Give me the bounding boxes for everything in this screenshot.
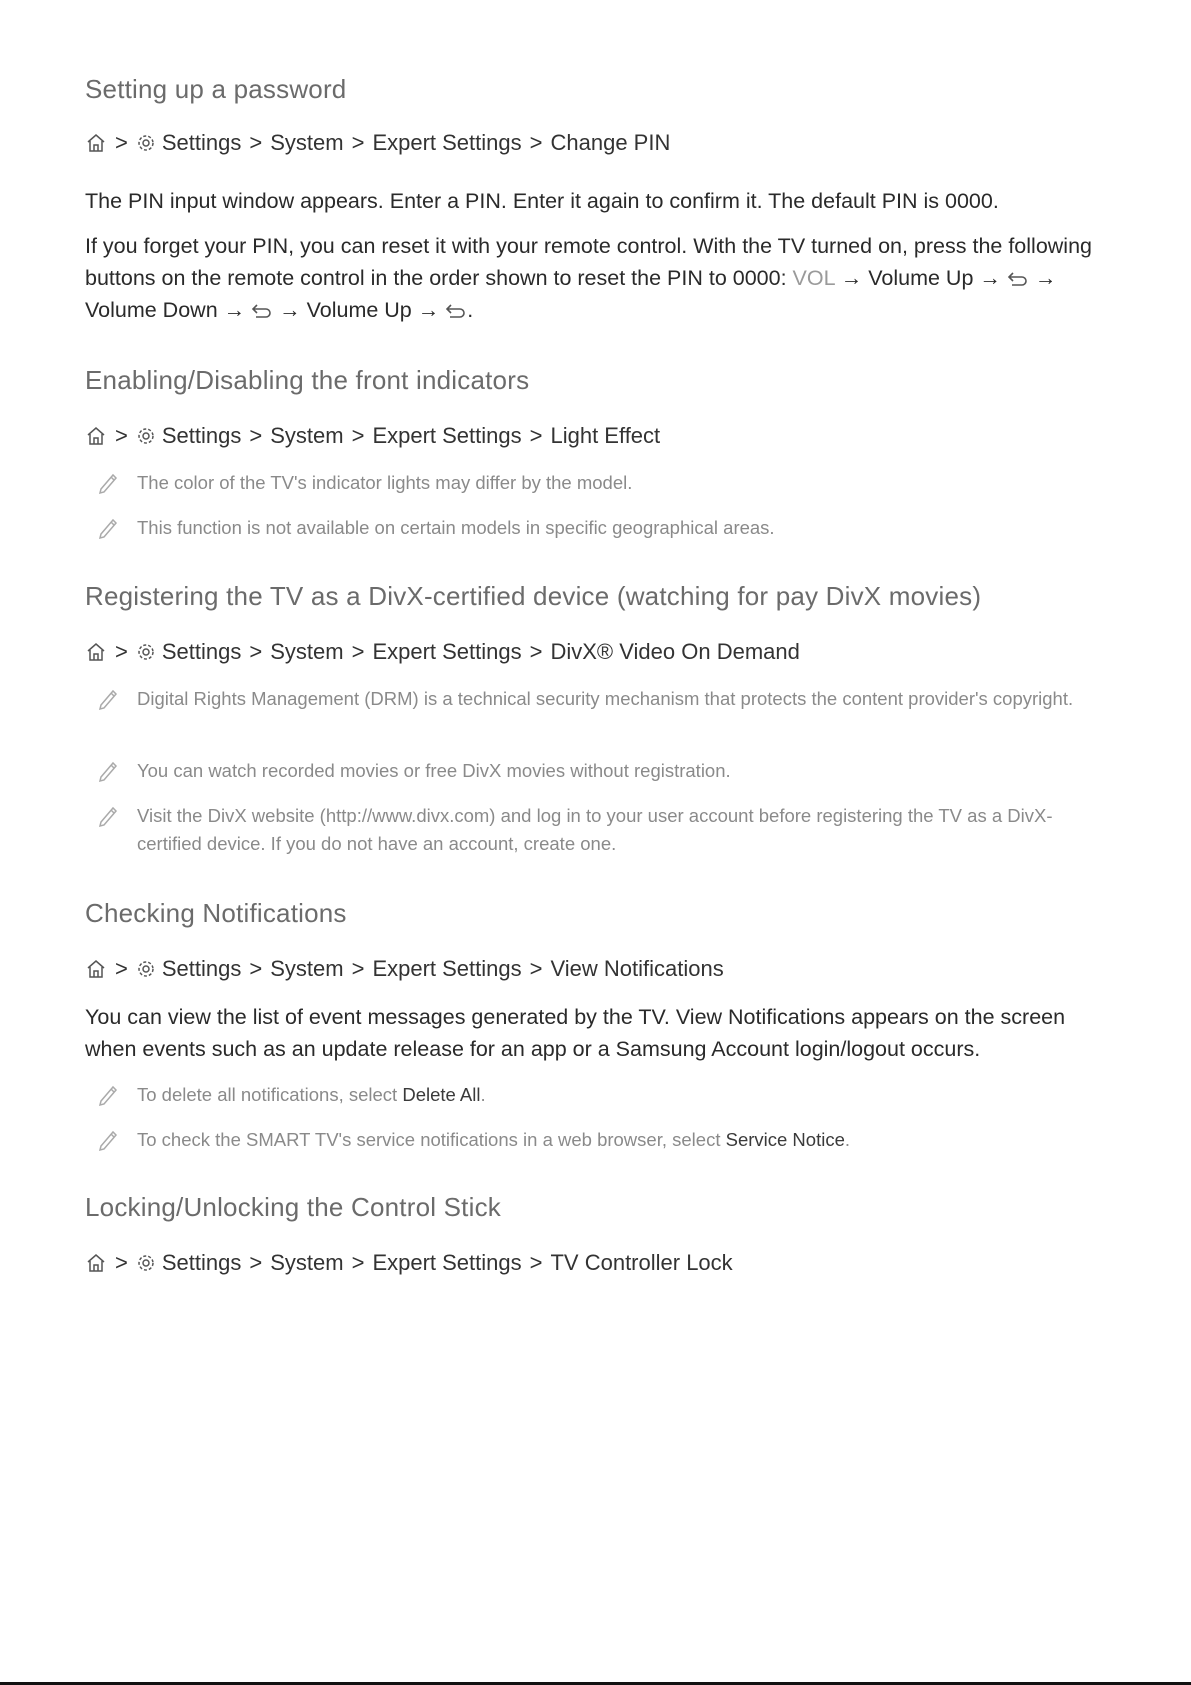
chevron-right-icon: > <box>249 130 263 155</box>
section-title-password: Setting up a password <box>85 74 347 104</box>
chevron-right-icon: > <box>249 639 263 664</box>
chevron-right-icon: > <box>529 423 543 448</box>
arrow: → <box>979 266 1001 290</box>
note <box>95 514 1095 542</box>
chevron-right-icon: > <box>529 639 543 664</box>
chevron-right-icon: > <box>249 956 263 981</box>
emphasis-service-notice: Service Notice <box>725 1129 845 1150</box>
chevron-right-icon: > <box>351 956 365 981</box>
pencil-note-icon <box>95 802 121 828</box>
return-icon <box>445 302 467 320</box>
chevron-right-icon: > <box>115 1250 128 1275</box>
chevron-right-icon: > <box>529 956 543 981</box>
arrow: → <box>840 266 863 290</box>
chevron-right-icon: > <box>249 1250 263 1275</box>
note-text: The color of the TV's indicator lights may differ by the model. <box>137 472 633 493</box>
return-icon <box>1007 270 1029 288</box>
path-expert-settings: Expert Settings <box>372 130 522 155</box>
path-item: Change PIN <box>550 130 671 155</box>
emphasis: View Notifications <box>675 1005 846 1029</box>
chevron-right-icon: > <box>249 423 263 448</box>
menu-path-view-notifications <box>85 954 724 984</box>
path-system: System <box>270 1250 344 1275</box>
pencil-note-icon <box>95 685 121 711</box>
volume-up: Volume Up <box>306 298 412 322</box>
note <box>95 469 1095 497</box>
section-title-indicators: Enabling/Disabling the front indicators <box>85 365 530 395</box>
path-item: TV Controller Lock <box>550 1250 733 1275</box>
menu-path-change-pin <box>85 128 670 158</box>
note <box>95 1126 1095 1154</box>
gear-icon <box>136 426 156 446</box>
note-text <box>137 1081 1095 1109</box>
volume-up: Volume Up <box>868 266 974 290</box>
home-icon <box>85 425 107 447</box>
path-expert-settings: Expert Settings <box>372 423 522 448</box>
chevron-right-icon: > <box>351 423 365 448</box>
path-item: Light Effect <box>550 423 661 448</box>
text: . <box>844 1129 851 1150</box>
pencil-note-icon <box>95 514 121 540</box>
menu-path-light-effect <box>85 421 660 451</box>
home-icon <box>85 641 107 663</box>
chevron-right-icon: > <box>115 130 128 155</box>
vol-key: VOL <box>792 266 835 290</box>
path-settings: Settings <box>161 130 242 155</box>
chevron-right-icon: > <box>351 639 365 664</box>
path-system: System <box>270 956 344 981</box>
paragraph-pin-reset <box>85 230 1125 326</box>
note-text: Visit the DivX website (http://www.divx.com) and log in to your user account before registering the TV as a DivX-certified device. If you do not have an account, create one. <box>137 805 1053 854</box>
note <box>95 802 1095 858</box>
pencil-note-icon <box>95 757 121 783</box>
chevron-right-icon: > <box>351 1250 365 1275</box>
note-text: Digital Rights Management (DRM) is a technical security mechanism that protects the content provider's copyright. <box>137 688 1074 709</box>
text: . <box>480 1084 486 1105</box>
arrow: → <box>1034 266 1057 290</box>
menu-path-divx <box>85 637 800 667</box>
path-settings: Settings <box>161 956 242 981</box>
pencil-note-icon <box>95 1081 121 1107</box>
note <box>95 685 1095 713</box>
text: To delete all notifications, select <box>137 1084 403 1105</box>
path-system: System <box>270 423 344 448</box>
text: You can view the list of event messages generated by the TV. <box>85 1005 676 1029</box>
return-icon <box>251 302 273 320</box>
gear-icon <box>136 133 156 153</box>
note <box>95 757 1095 785</box>
paragraph-notifications <box>85 1001 1115 1065</box>
path-expert-settings: Expert Settings <box>372 639 522 664</box>
text: appears on the screen when events such as an update release for an app or a Samsung Account login/logout occurs. <box>85 1005 1066 1061</box>
home-icon <box>85 132 107 154</box>
path-system: System <box>270 130 344 155</box>
path-expert-settings: Expert Settings <box>372 956 522 981</box>
section-title-divx: Registering the TV as a DivX-certified device (watching for pay DivX movies) <box>85 581 982 611</box>
path-settings: Settings <box>161 1250 242 1275</box>
home-icon <box>85 958 107 980</box>
arrow: → <box>417 298 440 322</box>
emphasis-delete-all: Delete All <box>402 1084 481 1105</box>
chevron-right-icon: > <box>529 1250 543 1275</box>
period: . <box>467 298 474 322</box>
path-item: DivX® Video On Demand <box>550 639 800 664</box>
path-expert-settings: Expert Settings <box>372 1250 522 1275</box>
chevron-right-icon: > <box>115 956 128 981</box>
gear-icon <box>136 1253 156 1273</box>
pencil-note-icon <box>95 1126 121 1152</box>
chevron-right-icon: > <box>351 130 365 155</box>
note-text: You can watch recorded movies or free DivX movies without registration. <box>137 760 731 781</box>
note-text <box>137 1126 1095 1154</box>
gear-icon <box>136 959 156 979</box>
text: To check the SMART TV's service notifications in a web browser, select <box>137 1129 726 1150</box>
reset-text: If you forget your PIN, you can reset it with your remote control. With the TV turned on, press the following buttons on the remote control in the order shown to reset the PIN to 0000: <box>85 234 1092 290</box>
path-system: System <box>270 639 344 664</box>
arrow: → <box>279 298 301 322</box>
gear-icon <box>136 642 156 662</box>
path-settings: Settings <box>161 423 242 448</box>
chevron-right-icon: > <box>115 639 128 664</box>
home-icon <box>85 1252 107 1274</box>
section-title-notifications: Checking Notifications <box>85 898 347 928</box>
path-item: View Notifications <box>550 956 724 981</box>
section-title-control-stick: Locking/Unlocking the Control Stick <box>85 1192 501 1222</box>
note-text: This function is not available on certain models in specific geographical areas. <box>137 517 775 538</box>
menu-path-controller-lock <box>85 1248 733 1278</box>
path-settings: Settings <box>161 639 242 664</box>
volume-down: Volume Down <box>85 298 218 322</box>
chevron-right-icon: > <box>115 423 128 448</box>
arrow: → <box>223 298 246 322</box>
chevron-right-icon: > <box>529 130 543 155</box>
paragraph-pin-window: The PIN input window appears. Enter a PIN. Enter it again to confirm it. The default PIN is 0000. <box>85 189 999 213</box>
note <box>95 1081 1095 1109</box>
pencil-note-icon <box>95 469 121 495</box>
